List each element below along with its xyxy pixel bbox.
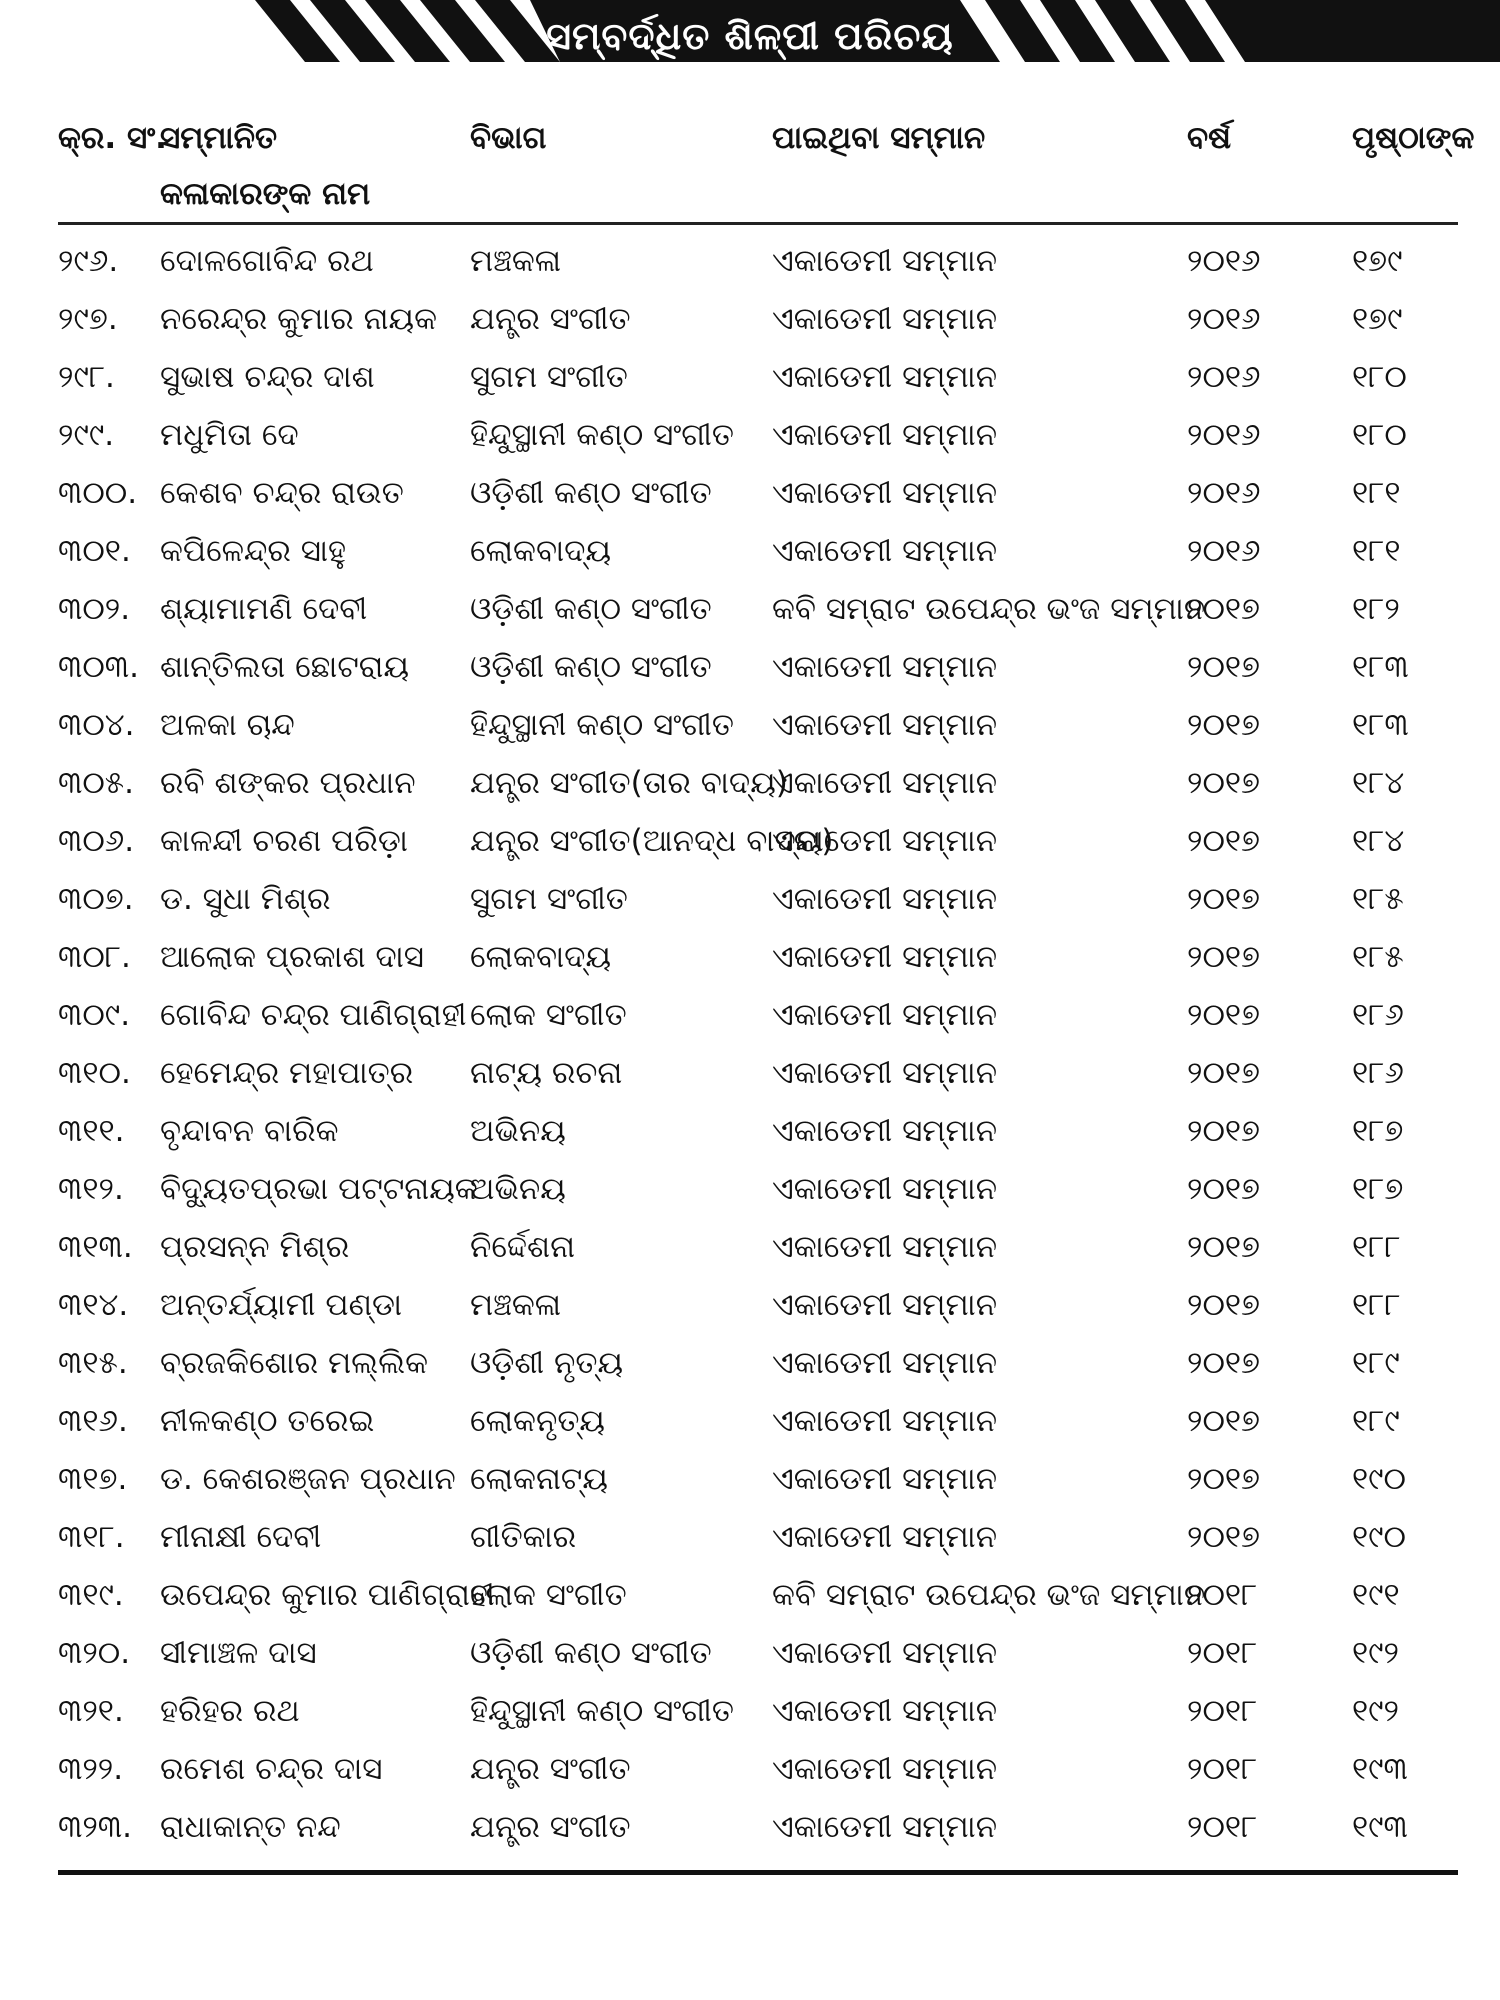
department: ଯନ୍ତ୍ର ସଂଗୀତ(ଆନଦ୍ଧ ବାଦ୍ୟ) [470,823,834,859]
department: ସୁଗମ ସଂଗୀତ [470,359,628,395]
artist-name: ସୁଭାଷ ଚନ୍ଦ୍ର ଦାଶ [160,359,375,395]
serial-number: ୨୯୮. [58,359,115,395]
award-year: ୨୦୧୭ [1187,1287,1261,1323]
department: ଲୋକବାଦ୍ୟ [470,533,612,569]
table-row [0,1798,1500,1856]
artist-name: କେଶବ ଚନ୍ଦ୍ର ରାଉତ [160,475,404,511]
award-name: କବି ସମ୍ରାଟ ଉପେନ୍ଦ୍ର ଭଂଜ ସମ୍ମାନ [772,1577,1206,1613]
page-number: ୧୮୮ [1352,1287,1401,1323]
page-number: ୧୯୨ [1352,1693,1399,1729]
table-row [0,464,1500,522]
banner-title: ସମ୍ବର୍ଦ୍ଧିତ ଶିଳ୍ପୀ ପରିଚୟ [546,13,954,58]
artist-name: ଡ. କେଶରଞ୍ଜନ ପ୍ରଧାନ [160,1461,456,1497]
award-year: ୨୦୧୭ [1187,1229,1261,1265]
header-name: ସମ୍ମାନିତ [160,120,278,156]
award-year: ୨୦୧୭ [1187,707,1261,743]
award-year: ୨୦୧୭ [1187,591,1261,627]
department: ମଞ୍ଚକଳା [470,1287,562,1323]
page-number: ୧୯୩ [1352,1809,1408,1845]
page-number: ୧୮୩ [1352,707,1409,743]
serial-number: ୨୯୬. [58,243,119,279]
artist-name: ବୃନ୍ଦାବନ ବାରିକ [160,1113,339,1149]
artist-name: ଅଳକା ଚାନ୍ଦ [160,707,295,743]
table-row [0,1740,1500,1798]
department: ଓଡ଼ିଶୀ ନୃତ୍ୟ [470,1345,624,1381]
header-page: ପୃଷ୍ଠାଙ୍କ [1352,120,1475,156]
serial-number: ୩୨୦. [58,1635,131,1671]
header-divider [58,222,1458,225]
page-banner [0,0,1500,72]
department: ମଞ୍ଚକଳା [470,243,562,279]
table-row [0,754,1500,812]
department: ଯନ୍ତ୍ର ସଂଗୀତ [470,301,631,337]
award-name: ଏକାଡେମୀ ସମ୍ମାନ [772,881,998,917]
artist-name: ଉପେନ୍ଦ୍ର କୁମାର ପାଣିଗ୍ରାହୀ [160,1577,495,1613]
award-year: ୨୦୧୮ [1187,1751,1258,1787]
serial-number: ୨୯୭. [58,301,118,337]
artist-name: ରବି ଶଙ୍କର ପ୍ରଧାନ [160,765,416,801]
table-row [0,696,1500,754]
table-row [0,638,1500,696]
artist-name: ରମେଶ ଚନ୍ଦ୍ର ଦାସ [160,1751,383,1787]
page-number: ୧୯୦ [1352,1461,1407,1497]
table-row [0,986,1500,1044]
department: ହିନ୍ଦୁସ୍ଥାନୀ କଣ୍ଠ ସଂଗୀତ [470,417,734,453]
serial-number: ୩୧୨. [58,1171,124,1207]
header-name-line2: କଳାକାରଙ୍କ ନାମ [160,176,371,212]
department: ସୁଗମ ସଂଗୀତ [470,881,628,917]
table-row [0,1102,1500,1160]
department: ଲୋକ ସଂଗୀତ [470,1577,627,1613]
serial-number: ୩୦୦. [58,475,138,511]
page-number: ୧୭୯ [1352,243,1403,279]
artist-name: କପିଳେନ୍ଦ୍ର ସାହୁ [160,533,347,569]
page-number: ୧୮୬ [1352,1055,1404,1091]
serial-number: ୩୧୮. [58,1519,125,1555]
department: ଯନ୍ତ୍ର ସଂଗୀତ(ତାର ବାଦ୍ୟ) [470,765,788,801]
award-name: ଏକାଡେମୀ ସମ୍ମାନ [772,1693,998,1729]
award-year: ୨୦୧୭ [1187,649,1261,685]
artist-name: ଶ୍ୟାମାମଣି ଦେବୀ [160,591,368,627]
award-year: ୨୦୧୬ [1187,533,1261,569]
header-department: ବିଭାଗ [470,120,547,156]
page-number: ୧୯୧ [1352,1577,1400,1613]
page-number: ୧୮୨ [1352,591,1400,627]
table-row [0,290,1500,348]
award-name: ଏକାଡେମୀ ସମ୍ମାନ [772,1287,998,1323]
header-year: ବର୍ଷ [1187,120,1232,156]
serial-number: ୩୦୬. [58,823,135,859]
department: ଲୋକବାଦ୍ୟ [470,939,612,975]
artist-name: ମୀନାକ୍ଷୀ ଦେବୀ [160,1519,322,1555]
award-name: ଏକାଡେମୀ ସମ୍ମାନ [772,997,998,1033]
award-year: ୨୦୧୭ [1187,1113,1261,1149]
award-name: ଏକାଡେମୀ ସମ୍ମାନ [772,475,998,511]
table-row [0,1508,1500,1566]
artist-name: ବିଦ୍ୟୁତପ୍ରଭା ପଟ୍ଟନାୟକ [160,1171,478,1207]
department: ନାଟ୍ୟ ରଚନା [470,1055,623,1091]
table-row [0,870,1500,928]
award-name: ଏକାଡେମୀ ସମ୍ମାନ [772,417,998,453]
page-number: ୧୮୫ [1352,939,1404,975]
table-header [0,120,1500,220]
department: ଅଭିନୟ [470,1113,566,1149]
award-year: ୨୦୧୮ [1187,1577,1258,1613]
artist-name: ରାଧାକାନ୍ତ ନନ୍ଦ [160,1809,341,1845]
award-name: ଏକାଡେମୀ ସମ୍ମାନ [772,1403,998,1439]
award-name: ଏକାଡେମୀ ସମ୍ମାନ [772,1055,998,1091]
award-year: ୨୦୧୮ [1187,1809,1258,1845]
serial-number: ୩୧୧. [58,1113,125,1149]
award-year: ୨୦୧୭ [1187,997,1261,1033]
table-row [0,1566,1500,1624]
page-number: ୧୮୩ [1352,649,1409,685]
department: ଓଡ଼ିଶୀ କଣ୍ଠ ସଂଗୀତ [470,591,712,627]
table-row [0,1392,1500,1450]
page-number: ୧୮୬ [1352,997,1404,1033]
award-name: ଏକାଡେମୀ ସମ୍ମାନ [772,243,998,279]
serial-number: ୩୦୧. [58,533,131,569]
department: ଲୋକନାଟ୍ୟ [470,1461,608,1497]
page-number: ୧୯୦ [1352,1519,1407,1555]
serial-number: ୩୧୭. [58,1461,128,1497]
award-year: ୨୦୧୬ [1187,301,1261,337]
department: ଲୋକନୃତ୍ୟ [470,1403,606,1439]
award-year: ୨୦୧୭ [1187,939,1261,975]
award-year: ୨୦୧୭ [1187,1055,1261,1091]
serial-number: ୩୧୫. [58,1345,128,1381]
serial-number: ୩୦୩. [58,649,140,685]
page-number: ୧୯୩ [1352,1751,1408,1787]
award-name: କବି ସମ୍ରାଟ ଉପେନ୍ଦ୍ର ଭଂଜ ସମ୍ମାନ [772,591,1206,627]
award-name: ଏକାଡେମୀ ସମ୍ମାନ [772,707,998,743]
table-row [0,232,1500,290]
serial-number: ୨୯୯. [58,417,115,453]
table-row [0,1624,1500,1682]
serial-number: ୩୦୫. [58,765,135,801]
department: ଯନ୍ତ୍ର ସଂଗୀତ [470,1751,631,1787]
table-row [0,1334,1500,1392]
artist-name: ହେମେନ୍ଦ୍ର ମହାପାତ୍ର [160,1055,414,1091]
award-name: ଏକାଡେମୀ ସମ୍ମାନ [772,1751,998,1787]
artist-name: ମଧୁମିତା ଦେ [160,417,299,453]
department: ଗୀତିକାର [470,1519,577,1555]
bottom-divider [58,1870,1458,1875]
page-number: ୧୮୯ [1352,1345,1400,1381]
table-row [0,1276,1500,1334]
table-row [0,580,1500,638]
table-row [0,1218,1500,1276]
page-number: ୧୮୧ [1352,533,1401,569]
serial-number: ୩୦୯. [58,997,131,1033]
page-number: ୧୮୭ [1352,1113,1404,1149]
serial-number: ୩୦୭. [58,881,134,917]
award-name: ଏକାଡେମୀ ସମ୍ମାନ [772,1171,998,1207]
page-number: ୧୮୪ [1352,823,1405,859]
serial-number: ୩୨୧. [58,1693,124,1729]
table-row [0,1450,1500,1508]
header-serial: କ୍ର. ସଂ. [58,120,167,156]
page-number: ୧୮୯ [1352,1403,1400,1439]
award-name: ଏକାଡେମୀ ସମ୍ମାନ [772,1461,998,1497]
artist-name: ଅନ୍ତର୍ଯ୍ୟାମୀ ପଣ୍ଡା [160,1287,403,1323]
artist-name: ନରେନ୍ଦ୍ର କୁମାର ନାୟକ [160,301,438,337]
artist-name: ହରିହର ରଥ [160,1693,300,1729]
page-number: ୧୮୮ [1352,1229,1401,1265]
award-name: ଏକାଡେମୀ ସମ୍ମାନ [772,1519,998,1555]
page-number: ୧୮୭ [1352,1171,1404,1207]
award-name: ଏକାଡେମୀ ସମ୍ମାନ [772,1113,998,1149]
artist-name: ନୀଳକଣ୍ଠ ତରେଇ [160,1403,375,1439]
award-name: ଏକାଡେମୀ ସମ୍ମାନ [772,765,998,801]
page-number: ୧୮୧ [1352,475,1401,511]
award-name: ଏକାଡେମୀ ସମ୍ମାନ [772,649,998,685]
serial-number: ୩୦୨. [58,591,131,627]
header-award: ପାଇଥିବା ସମ୍ମାନ [772,120,986,156]
page-number: ୧୮୪ [1352,765,1405,801]
table-row [0,522,1500,580]
table-row [0,1682,1500,1740]
department: ଓଡ଼ିଶୀ କଣ୍ଠ ସଂଗୀତ [470,475,712,511]
table-row [0,406,1500,464]
award-year: ୨୦୧୭ [1187,1171,1261,1207]
award-name: ଏକାଡେମୀ ସମ୍ମାନ [772,359,998,395]
serial-number: ୩୨୨. [58,1751,124,1787]
serial-number: ୩୦୮. [58,939,131,975]
award-year: ୨୦୧୭ [1187,881,1261,917]
artist-name: ଗୋବିନ୍ଦ ଚନ୍ଦ୍ର ପାଣିଗ୍ରାହୀ [160,997,467,1033]
artist-name: ବ୍ରଜକିଶୋର ମଲ୍ଲିକ [160,1345,429,1381]
award-year: ୨୦୧୭ [1187,1403,1261,1439]
serial-number: ୩୧୪. [58,1287,129,1323]
serial-number: ୩୧୩. [58,1229,133,1265]
page-number: ୧୯୨ [1352,1635,1399,1671]
award-year: ୨୦୧୬ [1187,417,1261,453]
department: ନିର୍ଦ୍ଦେଶନା [470,1229,575,1265]
award-name: ଏକାଡେମୀ ସମ୍ମାନ [772,1809,998,1845]
award-year: ୨୦୧୬ [1187,475,1261,511]
award-name: ଏକାଡେମୀ ସମ୍ମାନ [772,1345,998,1381]
page-number: ୧୮୦ [1352,359,1407,395]
serial-number: ୩୧୯. [58,1577,124,1613]
department: ଯନ୍ତ୍ର ସଂଗୀତ [470,1809,631,1845]
artist-name: ଶାନ୍ତିଲତା ଛୋଟରାୟ [160,649,410,685]
serial-number: ୩୧୬. [58,1403,128,1439]
award-year: ୨୦୧୭ [1187,1345,1261,1381]
table-row [0,1044,1500,1102]
table-row [0,928,1500,986]
table-row [0,1160,1500,1218]
award-name: ଏକାଡେମୀ ସମ୍ମାନ [772,533,998,569]
page-number: ୧୮୫ [1352,881,1404,917]
award-name: ଏକାଡେମୀ ସମ୍ମାନ [772,1229,998,1265]
artist-name: ସୀମାଞ୍ଚଳ ଦାସ [160,1635,317,1671]
table-row [0,348,1500,406]
department: ହିନ୍ଦୁସ୍ଥାନୀ କଣ୍ଠ ସଂଗୀତ [470,707,734,743]
page-number: ୧୭୯ [1352,301,1403,337]
artist-name: ଦୋଳଗୋବିନ୍ଦ ରଥ [160,243,374,279]
award-name: ଏକାଡେମୀ ସମ୍ମାନ [772,939,998,975]
award-year: ୨୦୧୮ [1187,1635,1258,1671]
award-name: ଏକାଡେମୀ ସମ୍ମାନ [772,823,998,859]
award-year: ୨୦୧୬ [1187,359,1261,395]
page-number: ୧୮୦ [1352,417,1407,453]
table-body [0,232,1500,1856]
award-year: ୨୦୧୭ [1187,765,1261,801]
artist-name: ଡ. ସୁଧା ମିଶ୍ର [160,881,331,917]
department: ଲୋକ ସଂଗୀତ [470,997,627,1033]
artist-name: ଆଲୋକ ପ୍ରକାଶ ଦାସ [160,939,425,975]
department: ଓଡ଼ିଶୀ କଣ୍ଠ ସଂଗୀତ [470,649,712,685]
department: ଓଡ଼ିଶୀ କଣ୍ଠ ସଂଗୀତ [470,1635,712,1671]
award-name: ଏକାଡେମୀ ସମ୍ମାନ [772,1635,998,1671]
table-row [0,812,1500,870]
department: ହିନ୍ଦୁସ୍ଥାନୀ କଣ୍ଠ ସଂଗୀତ [470,1693,734,1729]
award-year: ୨୦୧୮ [1187,1693,1258,1729]
serial-number: ୩୧୦. [58,1055,131,1091]
artist-name: କାଳନ୍ଦୀ ଚରଣ ପରିଡ଼ା [160,823,408,859]
award-year: ୨୦୧୭ [1187,823,1261,859]
award-name: ଏକାଡେମୀ ସମ୍ମାନ [772,301,998,337]
award-year: ୨୦୧୭ [1187,1461,1261,1497]
artist-name: ପ୍ରସନ୍ନ ମିଶ୍ର [160,1229,350,1265]
serial-number: ୩୨୩. [58,1809,133,1845]
award-year: ୨୦୧୭ [1187,1519,1261,1555]
serial-number: ୩୦୪. [58,707,135,743]
department: ଅଭିନୟ [470,1171,566,1207]
award-year: ୨୦୧୬ [1187,243,1261,279]
